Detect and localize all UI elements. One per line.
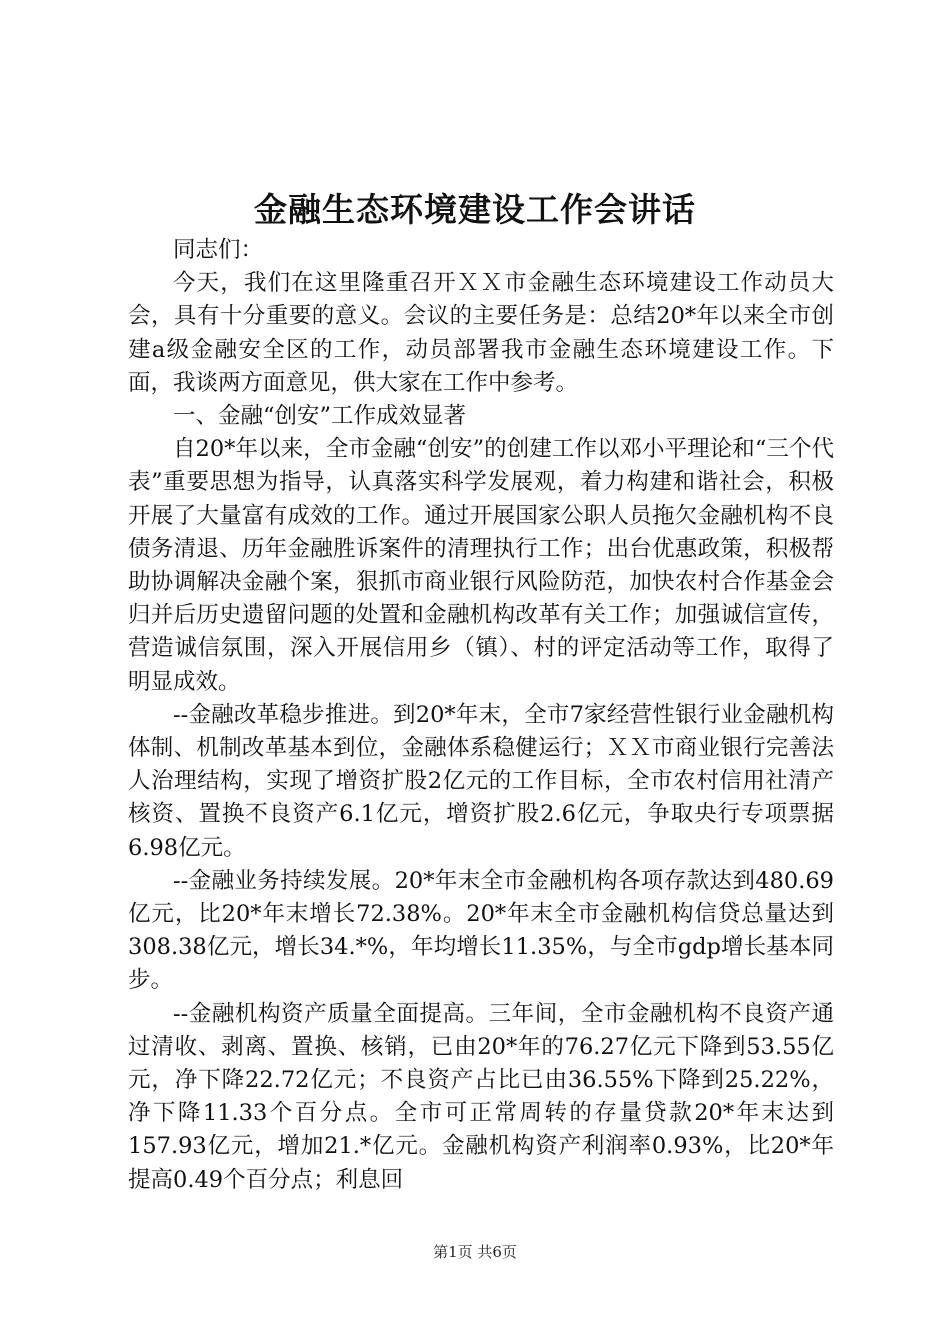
section-heading: 一、金融“创安”工作成效显著	[173, 403, 467, 430]
body-paragraph: --金融业务持续发展。20*年末全市金融机构各项存款达到480.69亿元，比20*年末增长72.38%。20*年末全市金融机构信贷总量达到308.38亿元，增长34.*%，年均增长11.35%，与全市gdp增长基本同步。	[128, 867, 834, 994]
salutation: 同志们：	[173, 237, 264, 263]
document-body	[128, 234, 834, 1197]
body-paragraph: --金融改革稳步推进。到20*年末，全市7家经营性银行业金融机构体制、机制改革基本到位，金融体系稳健运行；ＸＸ市商业银行完善法人治理结构，实现了增资扩股2亿元的工作目标，全市农村信用社清产核资、置换不良资产6.1亿元，增资扩股2.6亿元，争取央行专项票据6.98亿元。	[128, 701, 834, 861]
body-paragraph: --金融机构资产质量全面提高。三年间，全市金融机构不良资产通过清收、剥离、置换、核销，已由20*年的76.27亿元下降到53.55亿元，净下降22.72亿元；不良资产占比已由36.55%下降到25.22%，净下降11.33个百分点。全市可正常周转的存量贷款20*年末达到157.93亿元，增加21.*亿元。金融机构资产利润率0.93%，比20*年提高0.49个百分点；利息回	[128, 1000, 834, 1193]
page-number: 第1页 共6页	[433, 1243, 517, 1261]
document-title: 金融生态环境建设工作会讲话	[254, 190, 696, 229]
body-paragraph: 自20*年以来，全市金融“创安”的创建工作以邓小平理论和“三个代表”重要思想为指导，认真落实科学发展观，着力构建和谐社会，积极开展了大量富有成效的工作。通过开展国家公职人员拖欠金融机构不良债务清退、历年金融胜诉案件的清理执行工作；出台优惠政策，积极帮助协调解决金融个案，狠抓市商业银行风险防范，加快农村合作基金会归并后历史遗留问题的处置和金融机构改革有关工作；加强诚信宣传，营造诚信氛围，深入开展信用乡（镇）、村的评定活动等工作，取得了明显成效。	[128, 436, 834, 695]
intro-paragraph: 今天，我们在这里隆重召开ＸＸ市金融生态环境建设工作动员大会，具有十分重要的意义。会议的主要任务是：总结20*年以来全市创建a级金融安全区的工作，动员部署我市金融生态环境建设工作。下面，我谈两方面意见，供大家在工作中参考。	[128, 270, 834, 396]
